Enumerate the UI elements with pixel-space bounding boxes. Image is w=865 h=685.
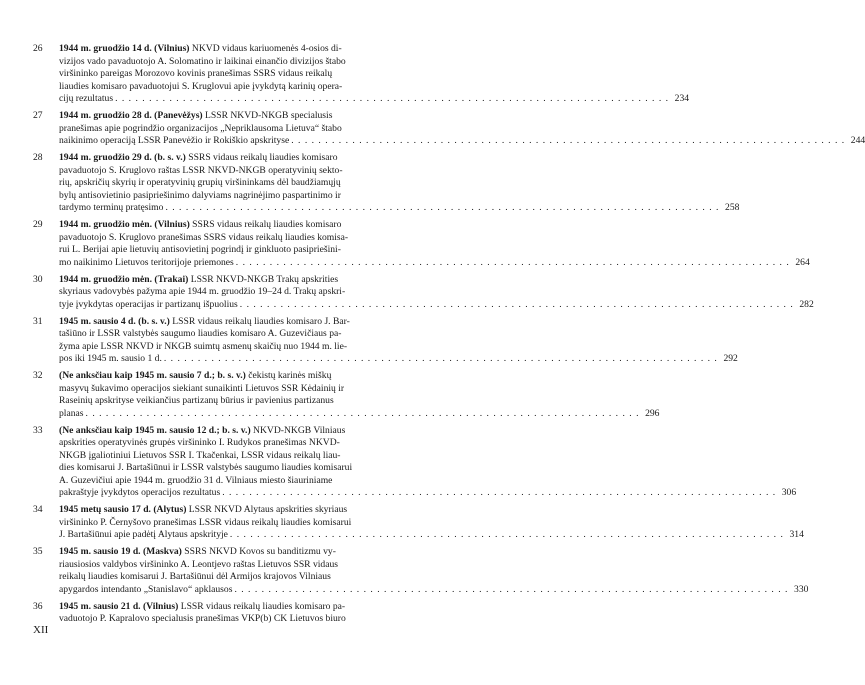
entry-text-line: dies komisarui J. Bartašiūnui ir LSSR valstybės saugumo liaudies komisarui	[59, 462, 353, 473]
entry-page-number: 296	[645, 407, 660, 419]
entry-text-line: SSRS vidaus reikalų liaudies komisaro	[185, 152, 338, 163]
entry-date-place: 1945 metų sausio 17 d. (Alytus)	[59, 504, 187, 515]
entry-date-place: 1944 m. gruodžio mėn. (Trakai)	[59, 273, 189, 285]
entry-text-line: viršininko P. Černyšovo pranešimas LSSR vidaus reikalų liaudies komisarui	[59, 516, 352, 528]
entry-text-line: NKVD vidaus kariuomenės 4-osios di-	[189, 43, 342, 54]
entry-description	[59, 274, 814, 312]
entry-description	[59, 504, 804, 542]
entry-text-line: riausiosios valdybos viršininko A. Leontjevo raštas Lietuvos SSR vidaus	[59, 558, 339, 570]
entry-number: 31	[33, 315, 43, 327]
entry-date-place: 1944 m. gruodžio 28 d. (Panevėžys)	[59, 110, 203, 121]
entry-text-line: čekistų karinės miškų	[245, 370, 332, 381]
entry-text-line: tyje įvykdytas operacijas ir partizanų išpuolius	[59, 298, 238, 310]
entry-text-line: cijų rezultatus	[59, 93, 114, 104]
entry-page-number: 244	[850, 135, 865, 146]
toc-entry	[33, 601, 419, 626]
entry-text-line: tardymo terminų pratęsimo	[59, 202, 164, 213]
entry-text-line: vizijos vado pavaduotojo A. Solomatino ir laikinai einančio divizijos štabo	[59, 55, 346, 67]
entry-text-line: reikalų liaudies komisarui J. Bartašiūnui dėl Armijos krajovos Vilniaus	[59, 571, 331, 582]
entry-text-line: mo naikinimo Lietuvos teritorijoje priemones	[59, 256, 234, 268]
toc-entry	[33, 370, 660, 420]
entry-number: 28	[33, 152, 43, 163]
entry-text-line: naikinimo operaciją LSSR Panevėžio ir Rokiškio apskrityse	[59, 135, 290, 146]
entry-text-line: apygardos intendanto „Stanislavo“ apklausos	[59, 583, 233, 595]
entry-text-line: tašiūno ir LSSR valstybės saugumo liaudies komisaro A. Guzevičiaus pa-	[59, 328, 342, 339]
entry-page-number: 292	[723, 353, 738, 364]
entry-number: 36	[33, 600, 43, 612]
entry-date-place: 1945 m. sausio 4 d. (b. s. v.)	[59, 315, 170, 327]
leader-dots	[232, 584, 790, 597]
entry-text-line: apskrities operatyvinės grupės viršininko I. Rudykos pranešimas NKVD-	[59, 437, 340, 448]
entry-text-line: bylų antisovietinio pasipriešinimo dalyviams nagrinėjimo paspartinimo ir	[59, 189, 341, 201]
entry-number: 29	[33, 219, 43, 230]
entry-description	[59, 316, 738, 366]
entry-description	[59, 425, 796, 500]
entry-date-place: 1944 m. gruodžio mėn. (Vilnius)	[59, 219, 190, 230]
entry-date-place: 1945 m. sausio 21 d. (Vilnius)	[59, 600, 179, 612]
entry-text-line: LSSR NKVD-NKGB Trakų apskrities	[188, 273, 339, 285]
toc-entry	[33, 504, 804, 542]
entry-text-line: pos iki 1945 m. sausio 1 d.	[59, 353, 162, 364]
toc-entry	[33, 43, 690, 106]
entry-text-line: pakraštyje įvykdytos operacijos rezultatus	[59, 487, 221, 498]
entry-page-number: 234	[674, 93, 690, 104]
toc-entry	[33, 152, 740, 215]
entry-number: 33	[33, 424, 43, 436]
leader-dots	[113, 93, 671, 106]
entry-description	[59, 152, 739, 215]
leader-dots	[234, 257, 792, 270]
entry-text-line: LSSR vidaus reikalų liaudies komisaro J. Bar-	[169, 315, 350, 327]
entry-description	[59, 370, 659, 420]
leader-dots	[220, 487, 778, 500]
entry-text-line: pranešimas apie pogrindžio organizacijos „Nepriklausoma Lietuva“ štabo	[59, 122, 342, 134]
toc-entry	[33, 273, 814, 312]
entry-text-line: LSSR vidaus reikalų liaudies komisaro pa-	[178, 600, 346, 612]
entry-description	[59, 43, 689, 106]
leader-dots	[289, 135, 847, 148]
entry-text-line: LSSR NKVD Alytaus apskrities skyriaus	[186, 504, 348, 515]
leader-dots	[84, 408, 642, 421]
entry-number: 35	[33, 546, 43, 557]
entry-page-number: 264	[795, 256, 810, 268]
entry-text-line: pavaduotojo S. Kruglovo raštas LSSR NKVD-NKGB operatyvinių sekto-	[59, 164, 343, 176]
entry-text-line: NKVD-NKGB Vilniaus	[250, 424, 346, 436]
entry-page-number: 330	[794, 583, 809, 595]
entry-number: 26	[33, 43, 43, 54]
entry-page-number: 306	[781, 487, 797, 498]
entry-text-line: vaduotojo P. Kapralovo specialusis pranešimas VKP(b) CK Lietuvos biuro	[59, 613, 346, 624]
entry-description	[59, 110, 865, 148]
entry-number: 32	[33, 370, 43, 381]
entry-text-line: planas	[59, 407, 84, 419]
entry-number: 34	[33, 504, 43, 515]
page-number: XII	[33, 624, 49, 636]
entry-text-line: Raseinių apskrityse veikiančius partizanų būrius ir pavienius partizanus	[59, 395, 334, 406]
entry-date-place: 1944 m. gruodžio 29 d. (b. s. v.)	[59, 152, 186, 163]
entry-text-line: SSRS NKVD Kovos su banditizmu vy-	[181, 546, 336, 557]
entry-text-line: A. Guzevičiui apie 1944 m. gruodžio 31 d. Vilniaus miesto šiauriniame	[59, 474, 333, 486]
entry-text-line: SSRS vidaus reikalų liaudies komisaro	[189, 219, 342, 230]
entry-text-line: viršininko pareigas Morozovo kovinis pranešimas SSRS vidaus reikalų	[59, 68, 333, 79]
toc-entry	[33, 546, 809, 596]
entry-text-line: liaudies komisaro pavaduotojui S. Kruglovui apie įvykdytą karinių opera-	[59, 80, 343, 92]
entry-date-place: 1945 m. sausio 19 d. (Maskva)	[59, 546, 182, 557]
leader-dots	[238, 299, 796, 312]
leader-dots	[163, 202, 721, 215]
entry-text-line: rių, apskričių skyrių ir operatyvinių grupių viršininkams dėl baudžiamųjų	[59, 177, 341, 188]
entry-page-number: 258	[725, 202, 740, 213]
entry-description	[59, 546, 808, 596]
leader-dots	[162, 353, 720, 366]
entry-number: 30	[33, 273, 43, 285]
entry-date-place: (Ne anksčiau kaip 1945 m. sausio 7 d.; b. s. v.)	[59, 370, 246, 381]
entry-text-line: žyma apie LSSR NKVD ir NKGB suimtų asmenų skaičių nuo 1944 m. lie-	[59, 340, 348, 352]
entry-date-place: (Ne anksčiau kaip 1945 m. sausio 12 d.; b. s. v.)	[59, 424, 251, 436]
entry-text-line: pavaduotojo S. Kruglovo pranešimas SSRS vidaus reikalų liaudies komisa-	[59, 231, 349, 243]
toc-entry	[33, 315, 738, 366]
toc-entry	[33, 110, 865, 148]
entry-date-place: 1944 m. gruodžio 14 d. (Vilnius)	[59, 43, 190, 54]
entry-number: 27	[33, 110, 43, 121]
table-of-contents	[33, 43, 865, 630]
leader-dots	[228, 529, 786, 542]
entry-description	[59, 601, 419, 626]
entry-page-number: 282	[799, 298, 814, 310]
toc-entry	[33, 424, 797, 500]
entry-page-number: 314	[789, 529, 804, 540]
entry-description	[59, 219, 810, 269]
entry-text-line: masyvų šukavimo operacijos siekiant sunaikinti Lietuvos SSR Kėdainių ir	[59, 382, 345, 394]
entry-text-line: J. Bartašiūnui apie padėtį Alytaus apskrityje	[59, 529, 228, 540]
entry-text-line: rui L. Berijai apie lietuvių antisovietinį pogrindį ir ginkluoto pasipriešini-	[59, 244, 341, 255]
toc-entry	[33, 219, 810, 269]
entry-text-line: skyriaus vadovybės pažyma apie 1944 m. gruodžio 19–24 d. Trakų apskri-	[59, 286, 346, 297]
entry-text-line: NKGB įgaliotiniui Lietuvos SSR I. Tkačenkai, LSSR vidaus reikalų liau-	[59, 449, 341, 461]
entry-text-line: LSSR NKVD-NKGB specialusis	[202, 110, 333, 121]
